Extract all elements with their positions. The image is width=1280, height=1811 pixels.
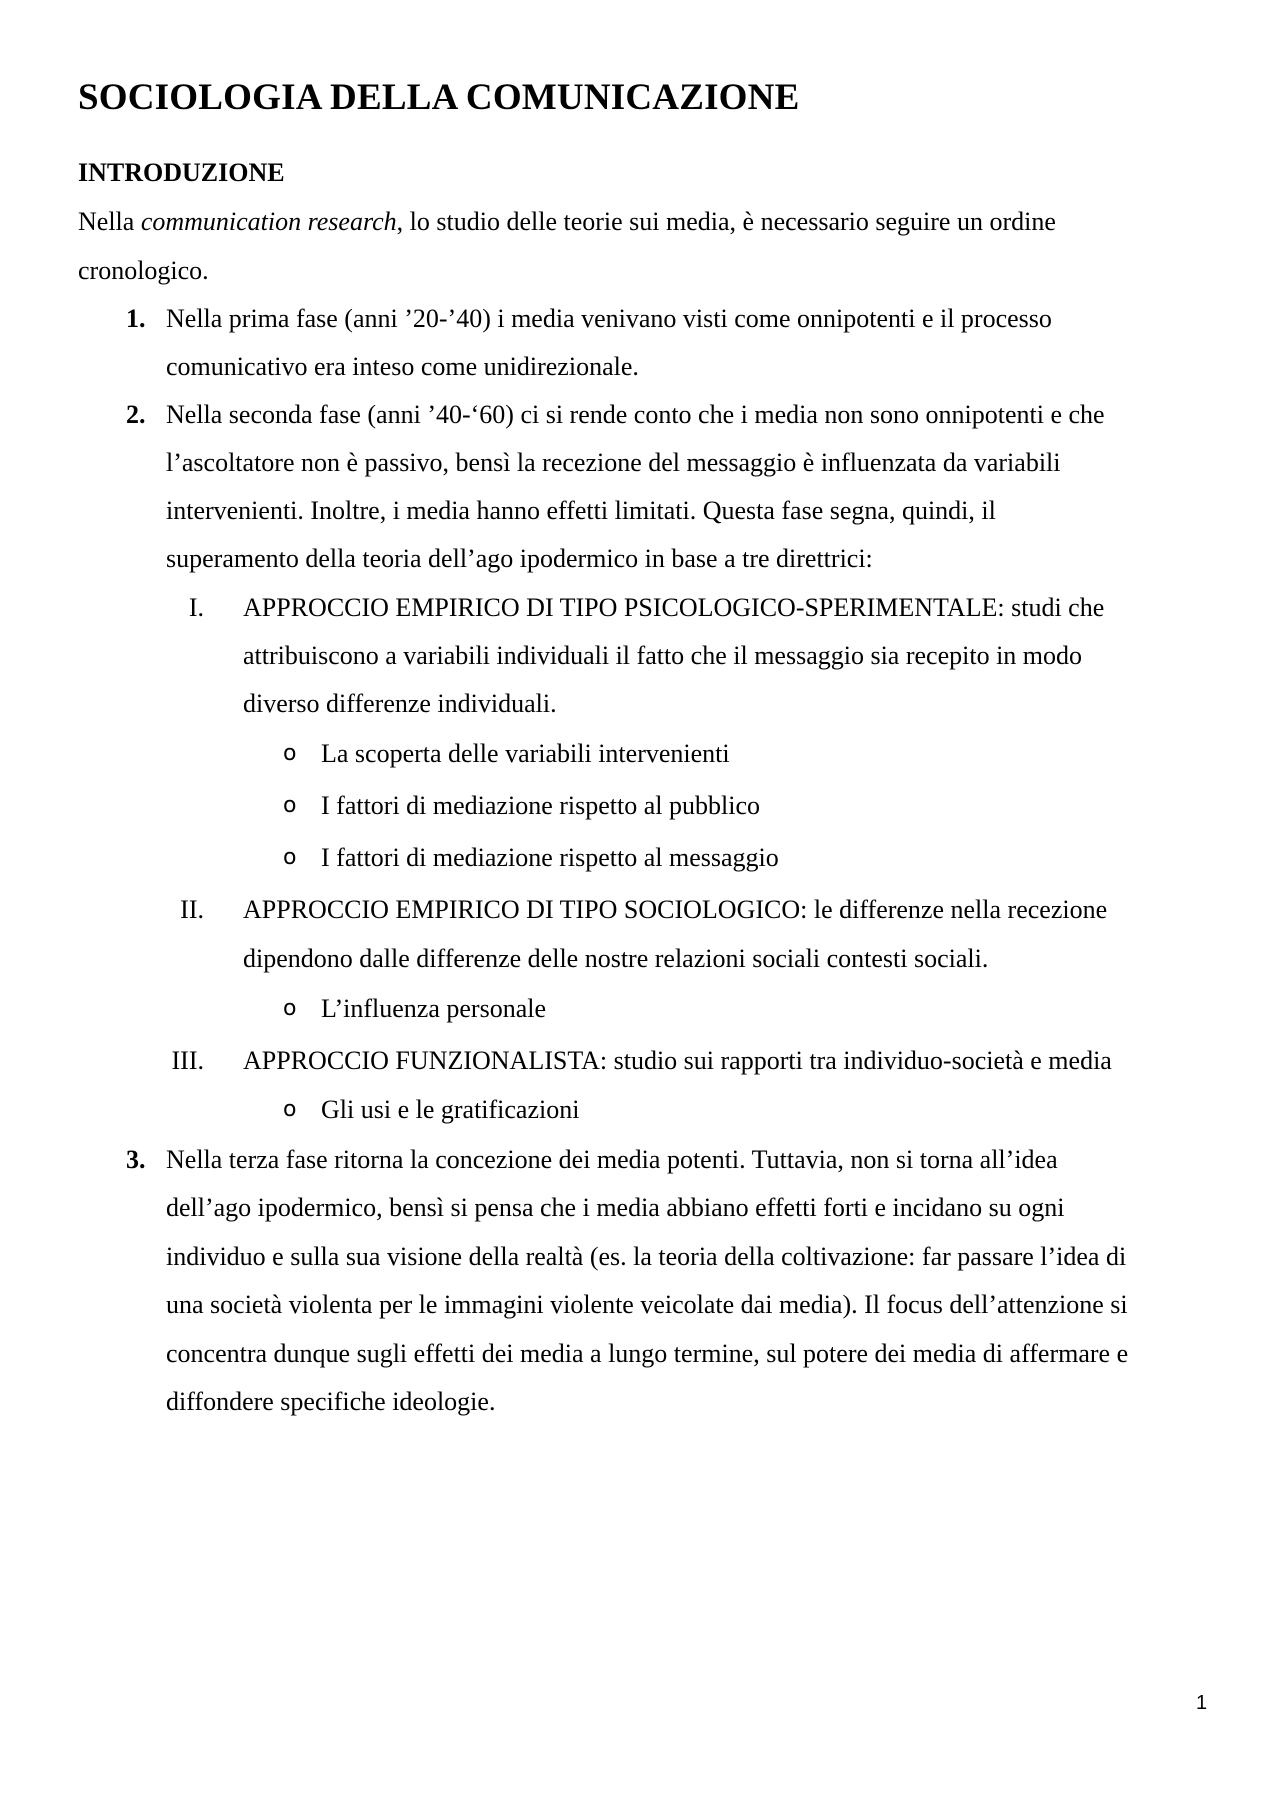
page-number: 1 bbox=[1196, 1692, 1208, 1714]
phase-3-line: Nella terza fase ritorna la concezione dei media potenti. Tuttavia, non si torna all’idea bbox=[166, 1145, 1058, 1174]
bullet-item: I fattori di mediazione rispetto al messaggio bbox=[321, 843, 779, 872]
phase-1-line: comunicativo era inteso come unidirezionale. bbox=[166, 352, 639, 381]
phase-number: 3. bbox=[126, 1145, 146, 1174]
phase-3-line: dell’ago ipodermico, bensì si pensa che i media abbiano effetti forti e incidano su ogni bbox=[166, 1193, 1065, 1222]
approach-numeral: III. bbox=[171, 1046, 204, 1075]
approach-1-line: attribuiscono a variabili individuali il fatto che il messaggio sia recepito in modo bbox=[243, 641, 1083, 670]
bullet-item: I fattori di mediazione rispetto al pubblico bbox=[321, 791, 760, 820]
approach-2-line: APPROCCIO EMPIRICO DI TIPO SOCIOLOGICO: le differenze nella recezione bbox=[243, 895, 1108, 924]
page-title: SOCIOLOGIA DELLA COMUNICAZIONE bbox=[78, 77, 800, 118]
bullet-icon: o bbox=[283, 793, 297, 818]
intro-line-2: cronologico. bbox=[78, 256, 209, 285]
bullet-icon: o bbox=[283, 996, 297, 1021]
bullet-item: L’influenza personale bbox=[321, 994, 546, 1023]
approach-3-line: APPROCCIO FUNZIONALISTA: studio sui rapporti tra individuo-società e media bbox=[243, 1046, 1112, 1075]
bullet-icon: o bbox=[283, 845, 297, 870]
approach-numeral: I. bbox=[188, 593, 204, 622]
approach-1-line: diverso differenze individuali. bbox=[243, 689, 557, 718]
approach-numeral: II. bbox=[180, 895, 204, 924]
phase-number: 1. bbox=[126, 304, 146, 333]
phase-1-line: Nella prima fase (anni ’20-’40) i media venivano visti come onnipotenti e il processo bbox=[166, 304, 1052, 333]
bullet-item: Gli usi e le gratificazioni bbox=[321, 1095, 580, 1124]
phase-2-line: l’ascoltatore non è passivo, bensì la recezione del messaggio è influenzata da variabili bbox=[166, 448, 1061, 477]
phase-3-line: concentra dunque sugli effetti dei media a lungo termine, sul potere dei media di affermare e bbox=[166, 1339, 1129, 1368]
phase-number: 2. bbox=[126, 400, 146, 429]
approach-1-line: APPROCCIO EMPIRICO DI TIPO PSICOLOGICO-SPERIMENTALE: studi che bbox=[243, 593, 1105, 622]
intro-line-1: Nella communication research, lo studio delle teorie sui media, è necessario seguire un ordine bbox=[78, 207, 1056, 236]
phase-3-line: diffondere specifiche ideologie. bbox=[166, 1387, 496, 1416]
bullet-item: La scoperta delle variabili intervenienti bbox=[321, 739, 730, 768]
phase-2-line: Nella seconda fase (anni ’40-‘60) ci si rende conto che i media non sono onnipotenti e che bbox=[166, 400, 1105, 429]
intro-italic-term: communication research bbox=[140, 207, 397, 236]
bullet-icon: o bbox=[283, 741, 297, 766]
section-heading: INTRODUZIONE bbox=[78, 158, 285, 187]
bullet-icon: o bbox=[283, 1097, 297, 1122]
phase-2-line: superamento della teoria dell’ago ipodermico in base a tre direttrici: bbox=[166, 544, 873, 573]
approach-2-line: dipendono dalle differenze delle nostre relazioni sociali contesti sociali. bbox=[243, 944, 989, 973]
phase-3-line: individuo e sulla sua visione della realtà (es. la teoria della coltivazione: far passare l’idea di bbox=[166, 1242, 1127, 1271]
phase-3-line: una società violenta per le immagini violente veicolate dai media). Il focus dell’attenzione si bbox=[166, 1290, 1128, 1319]
phase-2-line: intervenienti. Inoltre, i media hanno effetti limitati. Questa fase segna, quindi, il bbox=[166, 496, 996, 525]
